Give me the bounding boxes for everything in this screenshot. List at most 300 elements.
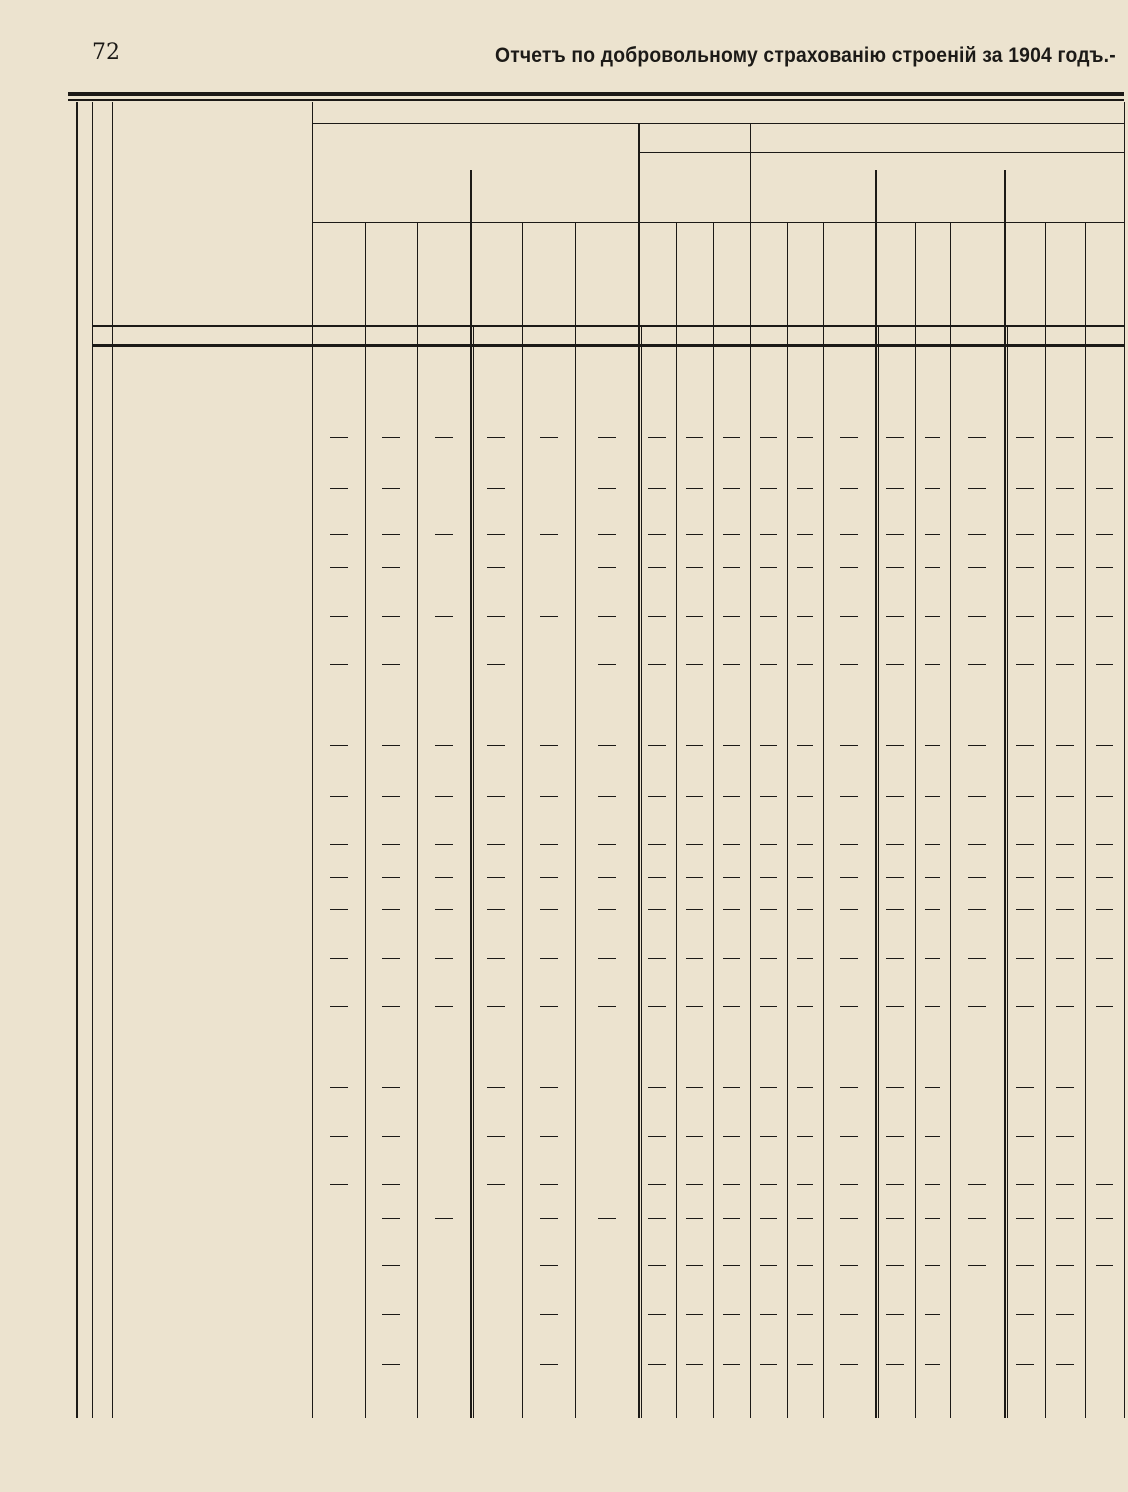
empty-cell-dash [540,534,558,535]
empty-cell-dash [968,567,986,568]
empty-cell-dash [925,1006,941,1007]
empty-cell-dash [382,958,400,959]
empty-cell-dash [797,1218,813,1219]
empty-cell-dash [886,844,904,845]
empty-cell-dash [435,844,453,845]
col-line [638,123,640,1418]
col-line [522,222,523,1418]
empty-cell-dash [1016,1364,1034,1365]
empty-cell-dash [1056,1265,1074,1266]
empty-cell-dash [1016,796,1034,797]
empty-cell-dash [968,488,986,489]
empty-cell-dash [648,567,665,568]
empty-cell-dash [540,1006,558,1007]
empty-cell-dash [382,1265,400,1266]
empty-cell-dash [723,616,740,617]
empty-cell-dash [723,1184,740,1185]
empty-cell-dash [1056,877,1074,878]
empty-cell-dash [686,909,703,910]
empty-cell-dash [760,1218,777,1219]
empty-cell-dash [540,1265,558,1266]
empty-cell-dash [686,664,703,665]
empty-cell-dash [1016,616,1034,617]
empty-cell-dash [1016,844,1034,845]
col-line [312,102,313,1418]
empty-cell-dash [330,534,348,535]
empty-cell-dash [760,1265,777,1266]
empty-cell-dash [760,1136,777,1137]
empty-cell-dash [540,877,558,878]
empty-cell-dash [686,1006,703,1007]
empty-cell-dash [886,1136,904,1137]
col-line [1004,170,1006,1418]
empty-cell-dash [382,567,400,568]
empty-cell-dash [487,567,505,568]
empty-cell-dash [925,1314,941,1315]
empty-cell-dash [435,1006,453,1007]
empty-cell-dash [760,567,777,568]
empty-cell-dash [1056,1136,1074,1137]
empty-cell-dash [723,437,740,438]
empty-cell-dash [382,1364,400,1365]
empty-cell-dash [1016,1265,1034,1266]
col-line [92,102,93,1418]
empty-cell-dash [1016,488,1034,489]
col-line [915,222,916,1418]
col-line [787,222,788,1418]
empty-cell-dash [723,958,740,959]
empty-cell-dash [723,1218,740,1219]
empty-cell-dash [886,958,904,959]
empty-cell-dash [686,877,703,878]
empty-cell-dash [540,796,558,797]
empty-cell-dash [760,1006,777,1007]
empty-cell-dash [540,844,558,845]
empty-cell-dash [1056,958,1074,959]
empty-cell-dash [925,1136,941,1137]
empty-cell-dash [968,664,986,665]
empty-cell-dash [648,1314,665,1315]
empty-cell-dash [540,958,558,959]
empty-cell-dash [797,877,813,878]
colnum-rule-top [92,325,1124,327]
col-line [365,222,366,1418]
empty-cell-dash [540,1218,558,1219]
empty-cell-dash [540,1364,558,1365]
empty-cell-dash [435,909,453,910]
empty-cell-dash [1056,437,1074,438]
empty-cell-dash [487,877,505,878]
empty-cell-dash [925,616,941,617]
empty-cell-dash [797,488,813,489]
empty-cell-dash [760,909,777,910]
empty-cell-dash [1056,616,1074,617]
col-line [470,170,472,1418]
empty-cell-dash [925,567,941,568]
empty-cell-dash [1096,437,1114,438]
empty-cell-dash [797,796,813,797]
empty-cell-dash [435,796,453,797]
empty-cell-dash [840,616,858,617]
empty-cell-dash [925,796,941,797]
empty-cell-dash [723,844,740,845]
empty-cell-dash [686,1314,703,1315]
empty-cell-dash [925,877,941,878]
empty-cell-dash [487,1136,505,1137]
empty-cell-dash [968,958,986,959]
empty-cell-dash [840,909,858,910]
hdr-rule-3 [312,222,1124,223]
empty-cell-dash [925,745,941,746]
empty-cell-dash [686,567,703,568]
empty-cell-dash [1096,664,1114,665]
col-line [875,170,877,1418]
empty-cell-dash [330,958,348,959]
col-line [112,102,113,1418]
empty-cell-dash [968,437,986,438]
empty-cell-dash [1016,1136,1034,1137]
empty-cell-dash [1056,745,1074,746]
empty-cell-dash [840,877,858,878]
empty-cell-dash [1016,877,1034,878]
empty-cell-dash [886,1314,904,1315]
empty-cell-dash [886,488,904,489]
empty-cell-dash [840,1136,858,1137]
hdr-rule-2 [638,152,1124,153]
empty-cell-dash [1016,909,1034,910]
empty-cell-dash [968,844,986,845]
empty-cell-dash [382,844,400,845]
empty-cell-dash [1016,958,1034,959]
page-title: Отчетъ по добровольному страхованію строеній за 1904 годъ.- [495,44,1116,67]
empty-cell-dash [330,567,348,568]
empty-cell-dash [840,567,858,568]
empty-cell-dash [723,877,740,878]
empty-cell-dash [886,745,904,746]
empty-cell-dash [540,1087,558,1088]
empty-cell-dash [330,1087,348,1088]
empty-cell-dash [886,567,904,568]
empty-cell-dash [723,796,740,797]
empty-cell-dash [330,909,348,910]
empty-cell-dash [968,534,986,535]
empty-cell-dash [382,1087,400,1088]
empty-cell-dash [382,437,400,438]
empty-cell-dash [968,616,986,617]
empty-cell-dash [760,958,777,959]
empty-cell-dash [686,1364,703,1365]
empty-cell-dash [1056,664,1074,665]
empty-cell-dash [1016,534,1034,535]
empty-cell-dash [886,877,904,878]
empty-cell-dash [1016,1184,1034,1185]
empty-cell-dash [797,909,813,910]
empty-cell-dash [1096,877,1114,878]
empty-cell-dash [1016,437,1034,438]
empty-cell-dash [925,844,941,845]
top-rule-2 [68,99,1124,101]
empty-cell-dash [382,796,400,797]
empty-cell-dash [487,616,505,617]
empty-cell-dash [686,534,703,535]
empty-cell-dash [840,1184,858,1185]
empty-cell-dash [686,1087,703,1088]
empty-cell-dash [330,1006,348,1007]
empty-cell-dash [487,844,505,845]
empty-cell-dash [723,1136,740,1137]
empty-cell-dash [760,745,777,746]
empty-cell-dash [648,745,665,746]
empty-cell-dash [925,664,941,665]
empty-cell-dash [1056,796,1074,797]
empty-cell-dash [382,745,400,746]
empty-cell-dash [487,909,505,910]
empty-cell-dash [686,745,703,746]
empty-cell-dash [886,437,904,438]
empty-cell-dash [686,1218,703,1219]
empty-cell-dash [886,664,904,665]
empty-cell-dash [840,437,858,438]
empty-cell-dash [1016,1314,1034,1315]
empty-cell-dash [968,745,986,746]
col-line [750,123,751,1418]
empty-cell-dash [1056,534,1074,535]
empty-cell-dash [925,1265,941,1266]
empty-cell-dash [330,745,348,746]
empty-cell-dash [1096,567,1114,568]
empty-cell-dash [540,1136,558,1137]
col-line [417,222,418,1418]
empty-cell-dash [968,909,986,910]
empty-cell-dash [925,488,941,489]
empty-cell-dash [598,909,616,910]
col-line [1045,222,1046,1418]
empty-cell-dash [686,1184,703,1185]
empty-cell-dash [840,664,858,665]
empty-cell-dash [1056,1006,1074,1007]
empty-cell-dash [330,796,348,797]
empty-cell-dash [648,488,665,489]
empty-cell-dash [382,877,400,878]
empty-cell-dash [686,1136,703,1137]
empty-cell-dash [797,844,813,845]
col-line [1124,102,1125,1418]
empty-cell-dash [330,616,348,617]
top-rule [68,92,1124,96]
empty-cell-dash [1016,567,1034,568]
empty-cell-dash [1056,567,1074,568]
empty-cell-dash [840,796,858,797]
empty-cell-dash [1096,958,1114,959]
empty-cell-dash [840,1087,858,1088]
empty-cell-dash [435,437,453,438]
empty-cell-dash [435,1218,453,1219]
empty-cell-dash [723,488,740,489]
empty-cell-dash [487,745,505,746]
empty-cell-dash [760,534,777,535]
empty-cell-dash [1056,1364,1074,1365]
empty-cell-dash [797,1265,813,1266]
empty-cell-dash [968,1184,986,1185]
empty-cell-dash [382,488,400,489]
empty-cell-dash [760,437,777,438]
hdr-rule-1 [312,123,1124,124]
empty-cell-dash [1096,1265,1114,1266]
empty-cell-dash [723,534,740,535]
empty-cell-dash [840,1314,858,1315]
col-line-double [1007,325,1008,1418]
empty-cell-dash [840,1006,858,1007]
empty-cell-dash [797,1136,813,1137]
empty-cell-dash [648,1006,665,1007]
empty-cell-dash [648,1218,665,1219]
empty-cell-dash [723,664,740,665]
empty-cell-dash [598,1006,616,1007]
col-line [676,222,677,1418]
empty-cell-dash [1056,844,1074,845]
empty-cell-dash [968,877,986,878]
empty-cell-dash [1016,1218,1034,1219]
empty-cell-dash [760,616,777,617]
empty-cell-dash [797,1314,813,1315]
empty-cell-dash [760,877,777,878]
empty-cell-dash [686,844,703,845]
empty-cell-dash [968,1218,986,1219]
empty-cell-dash [382,909,400,910]
empty-cell-dash [1056,488,1074,489]
empty-cell-dash [886,1006,904,1007]
empty-cell-dash [840,1218,858,1219]
empty-cell-dash [487,796,505,797]
empty-cell-dash [382,1006,400,1007]
empty-cell-dash [1056,1087,1074,1088]
empty-cell-dash [797,437,813,438]
col-line-double [641,325,642,1418]
empty-cell-dash [435,534,453,535]
empty-cell-dash [797,1364,813,1365]
empty-cell-dash [598,796,616,797]
empty-cell-dash [1016,745,1034,746]
empty-cell-dash [648,877,665,878]
empty-cell-dash [723,567,740,568]
empty-cell-dash [686,796,703,797]
empty-cell-dash [968,1265,986,1266]
empty-cell-dash [840,745,858,746]
empty-cell-dash [598,567,616,568]
empty-cell-dash [1056,909,1074,910]
empty-cell-dash [435,616,453,617]
empty-cell-dash [925,909,941,910]
empty-cell-dash [840,844,858,845]
empty-cell-dash [760,488,777,489]
empty-cell-dash [886,534,904,535]
col-line [823,222,824,1418]
empty-cell-dash [1096,488,1114,489]
empty-cell-dash [797,616,813,617]
empty-cell-dash [330,664,348,665]
empty-cell-dash [968,796,986,797]
empty-cell-dash [840,488,858,489]
empty-cell-dash [760,1087,777,1088]
col-line [575,222,576,1418]
empty-cell-dash [886,616,904,617]
empty-cell-dash [686,958,703,959]
empty-cell-dash [487,1006,505,1007]
empty-cell-dash [1016,1087,1034,1088]
empty-cell-dash [330,844,348,845]
empty-cell-dash [723,1314,740,1315]
empty-cell-dash [487,534,505,535]
empty-cell-dash [598,616,616,617]
empty-cell-dash [540,1184,558,1185]
empty-cell-dash [1096,796,1114,797]
empty-cell-dash [723,909,740,910]
empty-cell-dash [648,616,665,617]
empty-cell-dash [435,958,453,959]
empty-cell-dash [487,958,505,959]
empty-cell-dash [330,488,348,489]
empty-cell-dash [925,1364,941,1365]
col-line-double [878,325,879,1418]
empty-cell-dash [382,664,400,665]
empty-cell-dash [840,1364,858,1365]
empty-cell-dash [1056,1184,1074,1185]
empty-cell-dash [648,1265,665,1266]
colnum-rule-bottom [92,344,1124,347]
col-line [713,222,714,1418]
empty-cell-dash [382,1218,400,1219]
empty-cell-dash [797,958,813,959]
empty-cell-dash [886,1184,904,1185]
empty-cell-dash [723,1364,740,1365]
empty-cell-dash [686,488,703,489]
empty-cell-dash [1096,534,1114,535]
empty-cell-dash [487,437,505,438]
empty-cell-dash [648,958,665,959]
empty-cell-dash [840,1265,858,1266]
empty-cell-dash [886,1364,904,1365]
empty-cell-dash [382,616,400,617]
empty-cell-dash [1096,616,1114,617]
empty-cell-dash [598,534,616,535]
empty-cell-dash [648,534,665,535]
empty-cell-dash [1016,664,1034,665]
empty-cell-dash [925,437,941,438]
empty-cell-dash [598,877,616,878]
empty-cell-dash [598,844,616,845]
empty-cell-dash [1056,1218,1074,1219]
empty-cell-dash [840,958,858,959]
empty-cell-dash [760,1364,777,1365]
empty-cell-dash [648,909,665,910]
empty-cell-dash [760,844,777,845]
empty-cell-dash [686,1265,703,1266]
page-number: 72 [92,40,120,65]
empty-cell-dash [487,664,505,665]
empty-cell-dash [797,534,813,535]
empty-cell-dash [487,1087,505,1088]
empty-cell-dash [968,1006,986,1007]
empty-cell-dash [1096,909,1114,910]
empty-cell-dash [540,437,558,438]
col-line-double [473,325,474,1418]
empty-cell-dash [1096,844,1114,845]
empty-cell-dash [540,616,558,617]
empty-cell-dash [648,1184,665,1185]
empty-cell-dash [598,745,616,746]
col-line [950,222,951,1418]
empty-cell-dash [540,909,558,910]
